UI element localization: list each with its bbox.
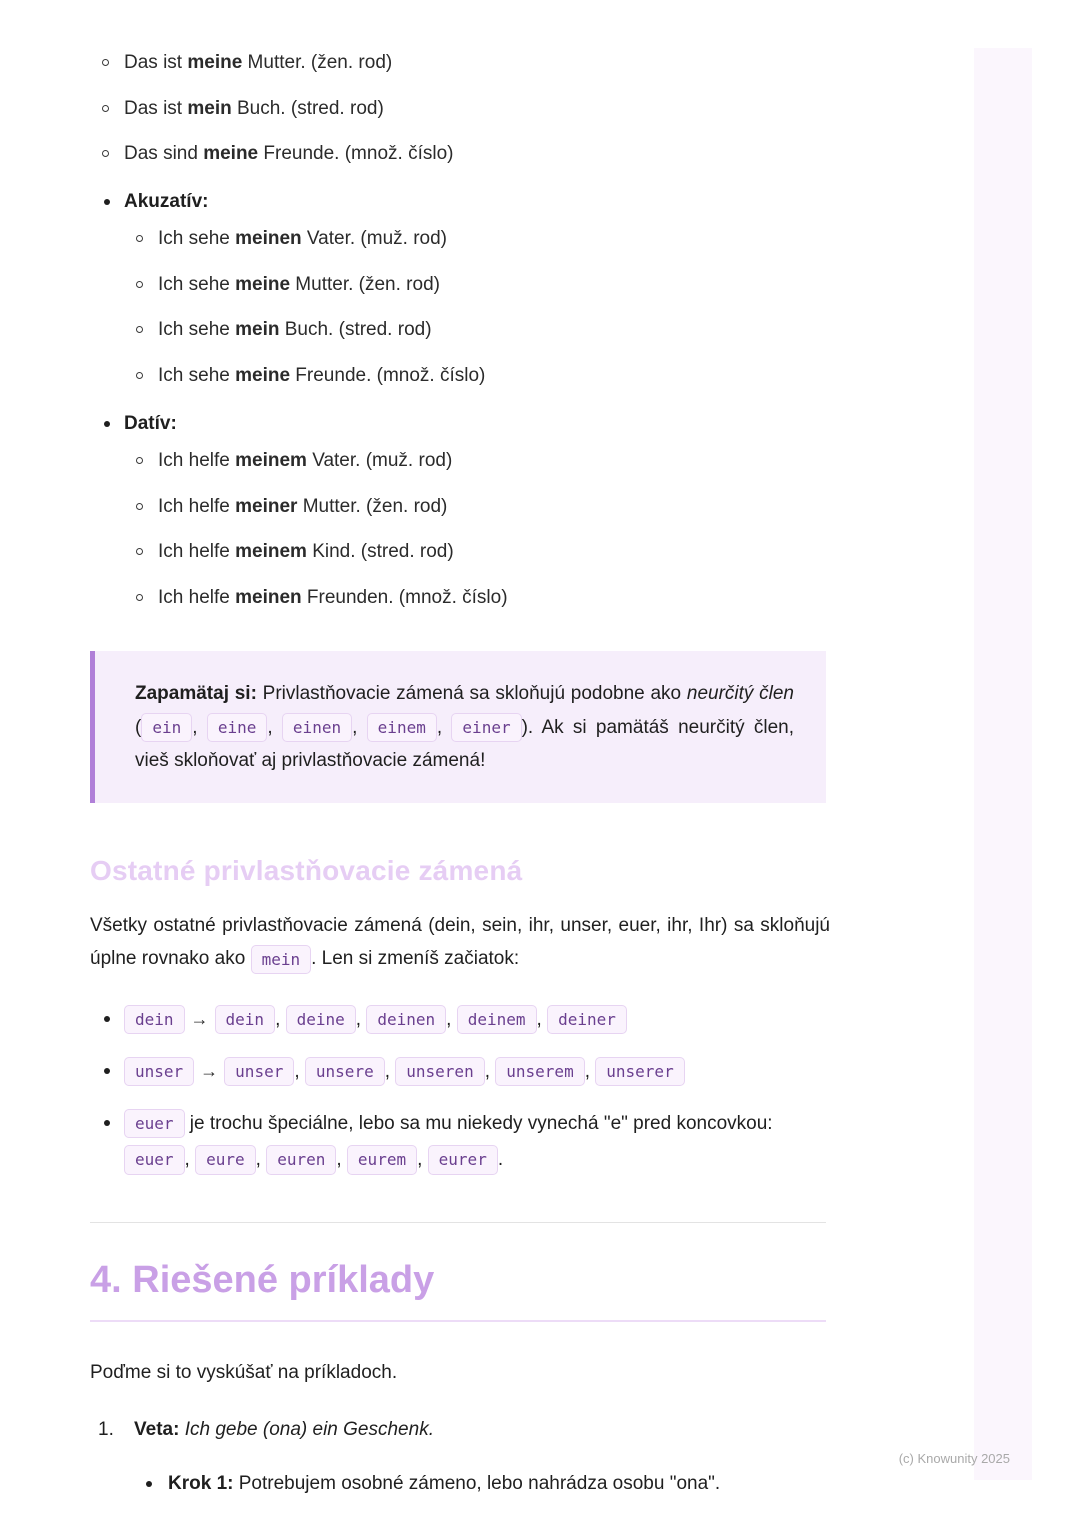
heading-underline: [90, 1320, 826, 1322]
list-item: [124, 585, 830, 612]
akuzativ-group: [90, 187, 830, 390]
code-chip-deinem: deinem: [457, 1005, 537, 1034]
list-item: [134, 1470, 830, 1499]
callout-text-1: Privlastňovacie zámená sa skloňujú podobne ako: [256, 683, 687, 705]
example-prefix: Ich sehe: [158, 273, 236, 295]
paragraph-text-1: Všetky ostatné privlastňovacie zámená (dein, sein, ihr, unser, euer, ihr, Ihr) sa skloňujú úplne rovnako ako: [90, 915, 830, 970]
example-label: Veta:: [134, 1419, 180, 1441]
code-chip-unserer: unserer: [595, 1057, 684, 1086]
page-footer-copyright: (c) Knowunity 2025: [898, 1451, 1010, 1466]
arrow-icon: →: [190, 1008, 209, 1029]
example-suffix: Mutter. (žen. rod): [297, 495, 448, 517]
example-bold: mein: [235, 319, 280, 341]
step-label: Krok 1:: [168, 1472, 234, 1494]
code-chip-einer: einer: [451, 713, 521, 742]
example-prefix: Ich sehe: [158, 365, 236, 386]
callout-lead: Zapamätaj si:: [135, 683, 257, 705]
section-heading-other-pronouns: Ostatné privlastňovacie zámená: [90, 855, 523, 887]
callout-paren-open: (: [135, 716, 142, 738]
section-divider: [90, 1222, 826, 1223]
example-prefix: Ich helfe: [158, 495, 236, 517]
example-suffix: Vater. (muž. rod): [301, 228, 447, 250]
code-chip-euren: euren: [266, 1145, 336, 1174]
example-prefix: Ich helfe: [158, 586, 236, 608]
code-chip-unserem: unserem: [495, 1057, 584, 1086]
list-item: [90, 1415, 830, 1498]
paragraph-text-2: . Len si zmeníš začiatok:: [311, 948, 520, 970]
arrow-icon: →: [200, 1060, 219, 1081]
example-prefix: Ich helfe: [158, 450, 236, 472]
code-chip-dein-base: dein: [124, 1005, 185, 1034]
step-text: Potrebujem osobné zámeno, lebo nahrádza osobu "ona".: [233, 1472, 721, 1494]
remember-callout: [90, 651, 826, 803]
akuzativ-heading-item: [90, 187, 830, 390]
example-suffix: Buch. (stred. rod): [279, 319, 432, 341]
code-chip-deine: deine: [286, 1005, 356, 1034]
example-suffix: Freunde. (množ. číslo): [290, 365, 486, 386]
callout-italic-term: neurčitý člen: [686, 683, 795, 705]
euer-end-period: .: [497, 1148, 504, 1170]
example-bold: meinem: [235, 450, 307, 472]
example-bold: mein: [187, 97, 232, 119]
code-chip-euer-base: euer: [124, 1109, 185, 1138]
example-steps-list: [134, 1470, 830, 1499]
example-bold: meinen: [235, 228, 302, 250]
list-item: [124, 448, 830, 475]
code-chip-eine: eine: [207, 713, 268, 742]
code-chip-deiner: deiner: [547, 1005, 627, 1034]
example-prefix: Das ist: [124, 52, 188, 73]
akuzativ-title: Akuzatív:: [124, 190, 209, 212]
list-item: [124, 539, 830, 566]
code-chip-unsere: unsere: [305, 1057, 385, 1086]
example-bold: meine: [203, 143, 259, 165]
code-chip-eure: eure: [195, 1145, 256, 1174]
list-item: [124, 363, 830, 390]
list-item: euer je trochu špeciálne, lebo sa mu niekedy vynechá "e" pred koncovkou: euer , eure , euren , eurem , eurer .: [90, 1106, 830, 1178]
example-prefix: Das ist: [124, 97, 188, 119]
dativ-group: [90, 409, 830, 612]
section-heading-examples: 4. Riešené príklady: [90, 1259, 435, 1302]
pronoun-forms-list: [90, 1002, 830, 1178]
code-chip-ein: ein: [141, 713, 192, 742]
dativ-title: Datív:: [124, 412, 177, 434]
list-item: [90, 96, 830, 123]
decorative-side-band: [974, 48, 1032, 1480]
example-bold: meine: [235, 365, 291, 386]
example-bold: meinem: [235, 541, 307, 563]
nominativ-examples-list: [90, 50, 830, 168]
example-sentence: Ich gebe (ona) ein Geschenk.: [184, 1419, 434, 1441]
akuzativ-examples-list: [124, 226, 830, 389]
examples-intro: Poďme si to vyskúšať na príkladoch.: [90, 1362, 398, 1384]
list-item: [124, 272, 830, 299]
example-suffix: Freunden. (množ. číslo): [301, 586, 508, 608]
example-suffix: Vater. (muž. rod): [306, 450, 453, 472]
example-prefix: Ich sehe: [158, 319, 236, 341]
example-suffix: Freunde. (množ. číslo): [258, 143, 454, 165]
code-chip-mein: mein: [251, 945, 312, 974]
example-bold: meine: [187, 52, 243, 73]
example-suffix: Buch. (stred. rod): [231, 97, 384, 119]
example-prefix: Das sind: [124, 143, 204, 165]
example-prefix: Ich helfe: [158, 541, 236, 563]
code-chip-unser: unser: [224, 1057, 294, 1086]
code-chip-unser-base: unser: [124, 1057, 194, 1086]
list-item: [124, 494, 830, 521]
code-chip-unseren: unseren: [395, 1057, 484, 1086]
list-item: [90, 50, 830, 77]
code-chip-euer: euer: [124, 1145, 185, 1174]
list-item: [124, 317, 830, 344]
callout-text-2: Ak si pamätáš neurčitý člen, vieš skloňovať aj privlastňovacie zámená!: [135, 716, 795, 771]
callout-paren-close: ).: [521, 716, 534, 738]
solved-examples-list: [90, 1415, 830, 1498]
example-suffix: Mutter. (žen. rod): [290, 273, 440, 295]
callout-text: Zapamätaj si: Privlastňovacie zámená sa skloňujú podobne ako neurčitý člen ( ein , eine , einen , einem , einer ). Ak si pamätáš neurčitý člen, vieš skloňovať aj privlastňovacie zámená!: [135, 683, 795, 771]
example-suffix: Mutter. (žen. rod): [242, 52, 393, 73]
dativ-heading-item: [90, 409, 830, 612]
code-chip-eurer: eurer: [428, 1145, 498, 1174]
dativ-examples-list: [124, 448, 830, 611]
list-item: unser → unser , unsere , unseren , unserem , unserer: [90, 1054, 830, 1090]
example-bold: meiner: [235, 495, 298, 517]
code-chip-einen: einen: [282, 713, 352, 742]
document-content: [90, 50, 830, 1498]
code-chip-dein: dein: [215, 1005, 276, 1034]
euer-explanation: je trochu špeciálne, lebo sa mu niekedy vynechá "e" pred koncovkou:: [184, 1112, 773, 1134]
code-chip-eurem: eurem: [347, 1145, 417, 1174]
code-chip-einem: einem: [367, 713, 437, 742]
list-item: dein → dein , deine , deinen , deinem , deiner: [90, 1002, 830, 1038]
example-prefix: Ich sehe: [158, 228, 236, 250]
list-item: [124, 226, 830, 253]
example-bold: meine: [235, 273, 291, 295]
other-pronouns-paragraph: [90, 909, 830, 976]
example-suffix: Kind. (stred. rod): [306, 541, 454, 563]
list-item: [90, 141, 830, 168]
example-bold: meinen: [235, 586, 302, 608]
code-chip-deinen: deinen: [366, 1005, 446, 1034]
